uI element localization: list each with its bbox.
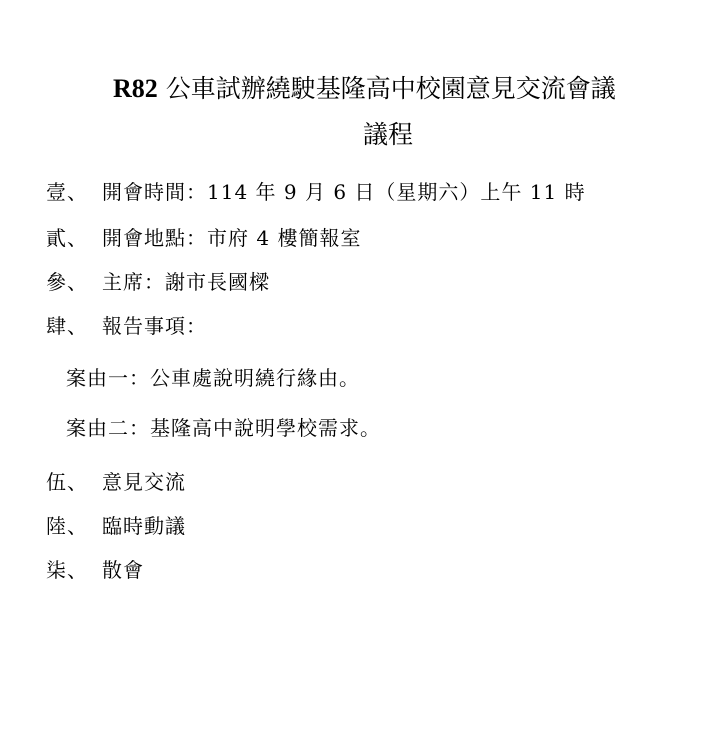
item-number: 肆	[46, 314, 67, 338]
document-title-line-2: 議程	[362, 120, 413, 149]
item-separator: 、	[67, 558, 88, 582]
agenda-item-discussion	[46, 468, 186, 496]
item-separator: 、	[67, 514, 88, 538]
item-number: 伍	[46, 470, 67, 494]
item-text: 散會	[102, 558, 144, 582]
agenda-item-location	[46, 224, 361, 252]
item-text: 開會地點：市府 4 樓簡報室	[102, 226, 362, 250]
item-separator: 、	[67, 470, 88, 494]
title-route-number: R82	[113, 74, 158, 103]
agenda-item-reports	[46, 312, 207, 340]
item-separator: 、	[67, 314, 88, 338]
report-case-2: 案由二：基隆高中說明學校需求。	[66, 416, 381, 440]
item-separator: 、	[67, 226, 88, 250]
item-text: 主席：謝市長國樑	[102, 270, 270, 294]
item-separator: 、	[67, 180, 88, 204]
agenda-item-motions	[46, 512, 186, 540]
agenda-item-chair	[46, 268, 270, 296]
item-text: 臨時動議	[102, 514, 186, 538]
item-number: 壹	[46, 180, 67, 204]
agenda-item-adjourn	[46, 556, 144, 584]
item-number: 貳	[46, 226, 67, 250]
title-main-text: 公車試辦繞駛基隆高中校園意見交流會議	[157, 74, 616, 103]
item-text: 意見交流	[102, 470, 186, 494]
item-text: 報告事項：	[102, 314, 207, 338]
agenda-item-time	[46, 178, 586, 206]
item-number: 參	[46, 270, 67, 294]
item-number: 柒	[46, 558, 67, 582]
item-separator: 、	[67, 270, 88, 294]
document-title-line-1	[0, 72, 716, 106]
item-number: 陸	[46, 514, 67, 538]
item-text: 開會時間：114 年 9 月 6 日（星期六）上午 11 時	[102, 180, 586, 204]
report-case-1: 案由一：公車處說明繞行緣由。	[66, 366, 360, 390]
